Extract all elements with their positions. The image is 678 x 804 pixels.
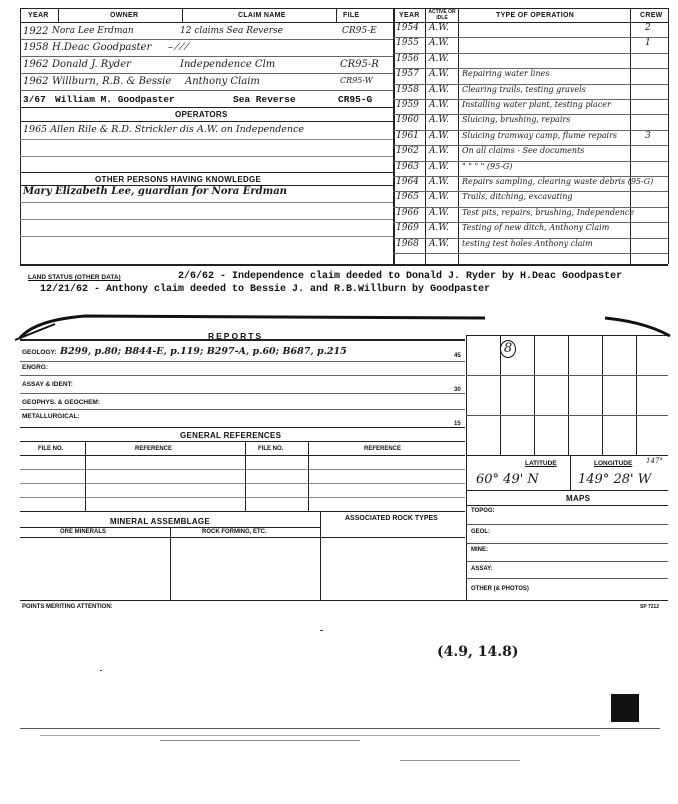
operation-status: A.W.	[429, 84, 449, 95]
operators-title: OPERATORS	[175, 110, 228, 119]
col-active-label: ACTIVE OR IDLE	[428, 9, 456, 21]
col-crew-label: CREW	[640, 12, 663, 19]
owner-name: William M. Goodpaster	[55, 94, 175, 105]
operation-type: Testing of new ditch, Anthony Claim	[462, 223, 610, 233]
engrg-label: ENGRG:	[22, 364, 48, 371]
operation-year: 1965	[396, 192, 419, 203]
operation-year: 1961	[396, 130, 419, 141]
file-no-label: FILE NO.	[38, 446, 64, 452]
mineral-title: MINERAL ASSEMBLAGE	[110, 517, 211, 526]
operation-year: 1958	[396, 84, 419, 95]
col-claim-label: CLAIM NAME	[238, 12, 286, 19]
mine-label: MINE:	[471, 547, 488, 553]
scale-15: 15	[454, 421, 461, 427]
latitude-label: LATITUDE	[525, 460, 557, 467]
owner-claim: Independence Clm	[180, 59, 276, 70]
land-status-label: LAND STATUS (OTHER DATA)	[28, 274, 121, 281]
owner-file: CR95-W	[340, 76, 373, 85]
owner-name: Willburn, R.B. & Bessie	[52, 76, 172, 87]
geol-label: GEOL:	[471, 529, 490, 535]
operation-type: Trails, ditching, excavating	[462, 192, 573, 202]
geophys-label: GEOPHYS. & GEOCHEM:	[22, 399, 101, 406]
operation-year: 1954	[396, 23, 419, 33]
operation-status: A.W.	[429, 100, 449, 110]
col-file-label: FILE	[343, 12, 360, 19]
operation-status: A.W.	[429, 161, 449, 172]
operation-type: Test pits, repairs, brushing, Independence	[462, 207, 635, 217]
owner-claim: Anthony Claim	[185, 76, 260, 87]
longitude-note: 147°	[646, 457, 663, 465]
operation-status: A.W.	[429, 192, 449, 203]
knowledge-title: OTHER PERSONS HAVING KNOWLEDGE	[95, 175, 262, 184]
reports-title: REPORTS	[208, 331, 264, 341]
owner-file: CR95-R	[340, 59, 379, 70]
scale-45: 45	[454, 353, 461, 359]
owner-year: 1962	[23, 59, 49, 70]
rock-forming-label: ROCK FORMING, ETC.	[202, 529, 267, 535]
operation-year: 1955	[396, 38, 419, 49]
operation-year: 1962	[396, 146, 419, 157]
latitude-value: 60° 49' N	[476, 472, 539, 487]
file-no-label: FILE NO.	[258, 446, 284, 452]
owner-name: Nora Lee Erdman	[52, 26, 134, 36]
operation-crew: 3	[645, 130, 651, 141]
operation-status: A.W.	[429, 223, 449, 234]
operation-type: Installing water plant, testing placer	[462, 100, 611, 109]
metallurgical-label: METALLURGICAL:	[22, 413, 80, 420]
grid-location-mark: 8	[500, 340, 516, 358]
owner-claim: Sea Reverse	[233, 94, 296, 105]
operation-status: A.W.	[429, 38, 449, 49]
longitude-label: LONGITUDE	[594, 460, 633, 467]
ditto-marks: – ⁄ ⁄ ⁄	[168, 42, 188, 53]
operation-crew: 2	[645, 23, 651, 33]
operation-year: 1957	[396, 69, 419, 80]
land-status-line1: 2/6/62 - Independence claim deeded to Donald J. Ryder by H.Deac Goodpaster	[178, 271, 623, 282]
operation-type: Sluicing, brushing, repairs	[462, 115, 571, 125]
col-year-label: YEAR	[28, 12, 49, 19]
operation-type: On all claims - See documents	[462, 146, 585, 156]
owner-file: CR95-G	[338, 94, 373, 105]
operation-type: Sluicing tramway camp, flume repairs	[462, 130, 618, 140]
operation-crew: 1	[645, 38, 651, 49]
topog-label: TOPOG:	[471, 508, 495, 514]
operation-year: 1963	[396, 161, 419, 172]
scan-mark	[611, 694, 639, 722]
operation-status: A.W.	[429, 130, 449, 141]
geology-value: B299, p.80; B844-E, p.119; B297-A, p.60; B687, p.215	[60, 346, 347, 357]
operation-year: 1956	[396, 53, 419, 64]
reference-label: REFERENCE	[135, 446, 173, 452]
assay-ident-label: ASSAY & IDENT:	[22, 381, 73, 388]
owner-file: CR95-E	[342, 26, 377, 36]
operation-year: 1964	[396, 177, 419, 187]
operation-year: 1968	[396, 238, 419, 249]
points-label: POINTS MERITING ATTENTION:	[22, 604, 113, 610]
assay-map-label: ASSAY:	[471, 566, 493, 572]
operation-type: Clearing trails, testing gravels	[462, 84, 586, 94]
operation-type: testing test holes Anthony claim	[462, 238, 593, 248]
land-status-line2: 12/21/62 - Anthony claim deeded to Bessie J. and R.B.Willburn by Goodpaster	[40, 284, 491, 295]
operation-type: Repairs sampling, clearing waste debris (95-G)	[462, 177, 654, 186]
longitude-value: 149° 28' W	[578, 472, 652, 487]
operation-status: A.W.	[429, 23, 449, 33]
coords-note: (4.9, 14.8)	[437, 644, 519, 660]
col-operation-label: TYPE OF OPERATION	[496, 12, 575, 19]
owner-year: 3/67	[23, 94, 46, 105]
operation-year: 1969	[396, 223, 419, 234]
owner-year: 1922	[23, 26, 49, 37]
other-photos-label: OTHER (& PHOTOS)	[471, 586, 529, 592]
operation-type: Repairing water lines	[462, 69, 550, 79]
general-references-title: GENERAL REFERENCES	[180, 431, 282, 440]
operation-year: 1960	[396, 115, 419, 126]
operation-status: A.W.	[429, 146, 449, 157]
knowledge-entry: Mary Elizabeth Lee, guardian for Nora Erdman	[23, 186, 287, 197]
owner-claim: 12 claims Sea Reverse	[180, 26, 283, 36]
owner-year: 1958	[23, 42, 49, 53]
operation-status: A.W.	[429, 69, 449, 80]
reference-label: REFERENCE	[364, 446, 402, 452]
operation-type: " " " " (95-G)	[462, 161, 513, 171]
operation-status: A.W.	[429, 115, 449, 126]
operation-year: 1959	[396, 100, 419, 110]
operation-status: A.W.	[429, 177, 449, 187]
ore-minerals-label: ORE MINERALS	[60, 529, 107, 535]
owner-year: 1962	[23, 76, 49, 87]
maps-title: MAPS	[566, 494, 591, 503]
scale-30: 30	[454, 387, 461, 393]
operation-status: A.W.	[429, 207, 449, 218]
owner-name: Donald J. Ryder	[52, 59, 131, 70]
operation-status: A.W.	[429, 238, 449, 249]
form-number: SP 7212	[640, 604, 660, 610]
operation-row-divider	[393, 253, 668, 254]
operation-status: A.W.	[429, 53, 449, 64]
operation-year: 1966	[396, 207, 419, 218]
owner-name: H.Deac Goodpaster	[52, 42, 152, 53]
col-owner-label: OWNER	[110, 12, 139, 19]
geology-label: GEOLOGY:	[22, 349, 57, 356]
assoc-rock-label: ASSOCIATED ROCK TYPES	[345, 515, 438, 522]
col-year2-label: YEAR	[399, 12, 420, 19]
operators-entry: 1965 Allen Rile & R.D. Strickler dis A.W. on Independence	[23, 124, 304, 135]
